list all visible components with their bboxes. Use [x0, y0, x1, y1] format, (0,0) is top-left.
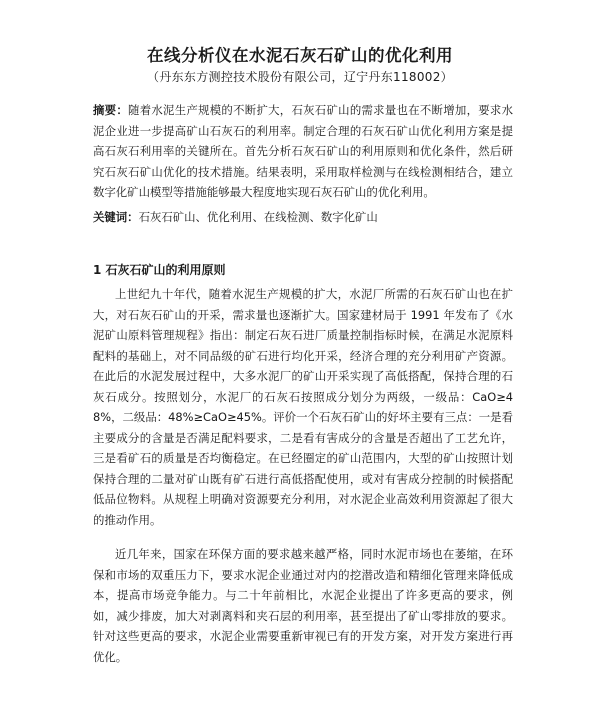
abstract-label: 摘要：	[93, 103, 129, 117]
keywords-label: 关键词：	[93, 210, 139, 224]
section-heading: 1 石灰石矿山的利用原则	[93, 263, 226, 277]
keywords-text: 石灰石矿山、优化利用、在线检测、数字化矿山	[138, 210, 378, 224]
abstract-text: 随着水泥生产规模的不断扩大，石灰石矿山的需求量也在不断增加，要求水泥企业进一步提高矿山石灰石的利用率。制定合理的石灰石矿山优化利用方案是提高石灰石利用率的关键所在。首先分析石灰石矿山的利用原则和优化条件，然后研究石灰石矿山优化的技术措施。结果表明，采用取样检测与在线检测相结合，建立数字化矿山模型等措施能够最大程度地实现石灰石矿山的优化利用。	[93, 103, 513, 199]
keywords	[93, 207, 513, 228]
body-paragraph-2: 近几年来，国家在环保方面的要求越来越严格，同时水泥市场也在萎缩，在环保和市场的双重压力下，要求水泥企业通过对内的挖潜改造和精细化管理来降低成本，提高市场竞争能力。与二十年前相比，水泥企业提出了许多更高的要求，例如，减少排废，加大对剥离料和夹石层的利用率，甚至提出了矿山零排放的要求。针对这些更高的要求，水泥企业需要重新审视已有的开发方案，对开发方案进行再优化。	[93, 547, 513, 664]
paper-title: 在线分析仪在水泥石灰石矿山的优化利用	[147, 46, 453, 65]
body-paragraph-1: 上世纪九十年代，随着水泥生产规模的扩大，水泥厂所需的石灰石矿山也在扩大，对石灰石矿山的开采，需求量也逐渐扩大。国家建材局于 1991 年发布了《水泥矿山原料管理规程》指出：制定石灰石进厂质量控制指标时候，在满足水泥原料配料的基础上，对不同品级的矿石进行均化开采，经济合理的充分利用矿产资源。在此后的水泥发展过程中，大多水泥厂的矿山开采实现了高低搭配，保持合理的石灰石成分。按照划分，水泥厂的石灰石按照成分划分为两级，一级品：CaO≥48%，二级品：48%≥CaO≥45%。评价一个石灰石矿山的好坏主要有三点：一是看主要成分的含量是否满足配料要求，二是看有害成分的含量是否超出了工艺允许，三是看矿石的质量是否均衡稳定。在已经圈定的矿山范围内，大型的矿山按照计划保持合理的二量对矿山既有矿石进行高低搭配使用，或对有害成分控制的时候搭配低品位物料。从规程上明确对资源要充分利用，对水泥企业高效利用资源起了很大的推动作用。	[93, 287, 513, 527]
abstract	[93, 100, 513, 203]
affiliation: （丹东东方测控技术股份有限公司，辽宁丹东118002）	[147, 70, 453, 84]
